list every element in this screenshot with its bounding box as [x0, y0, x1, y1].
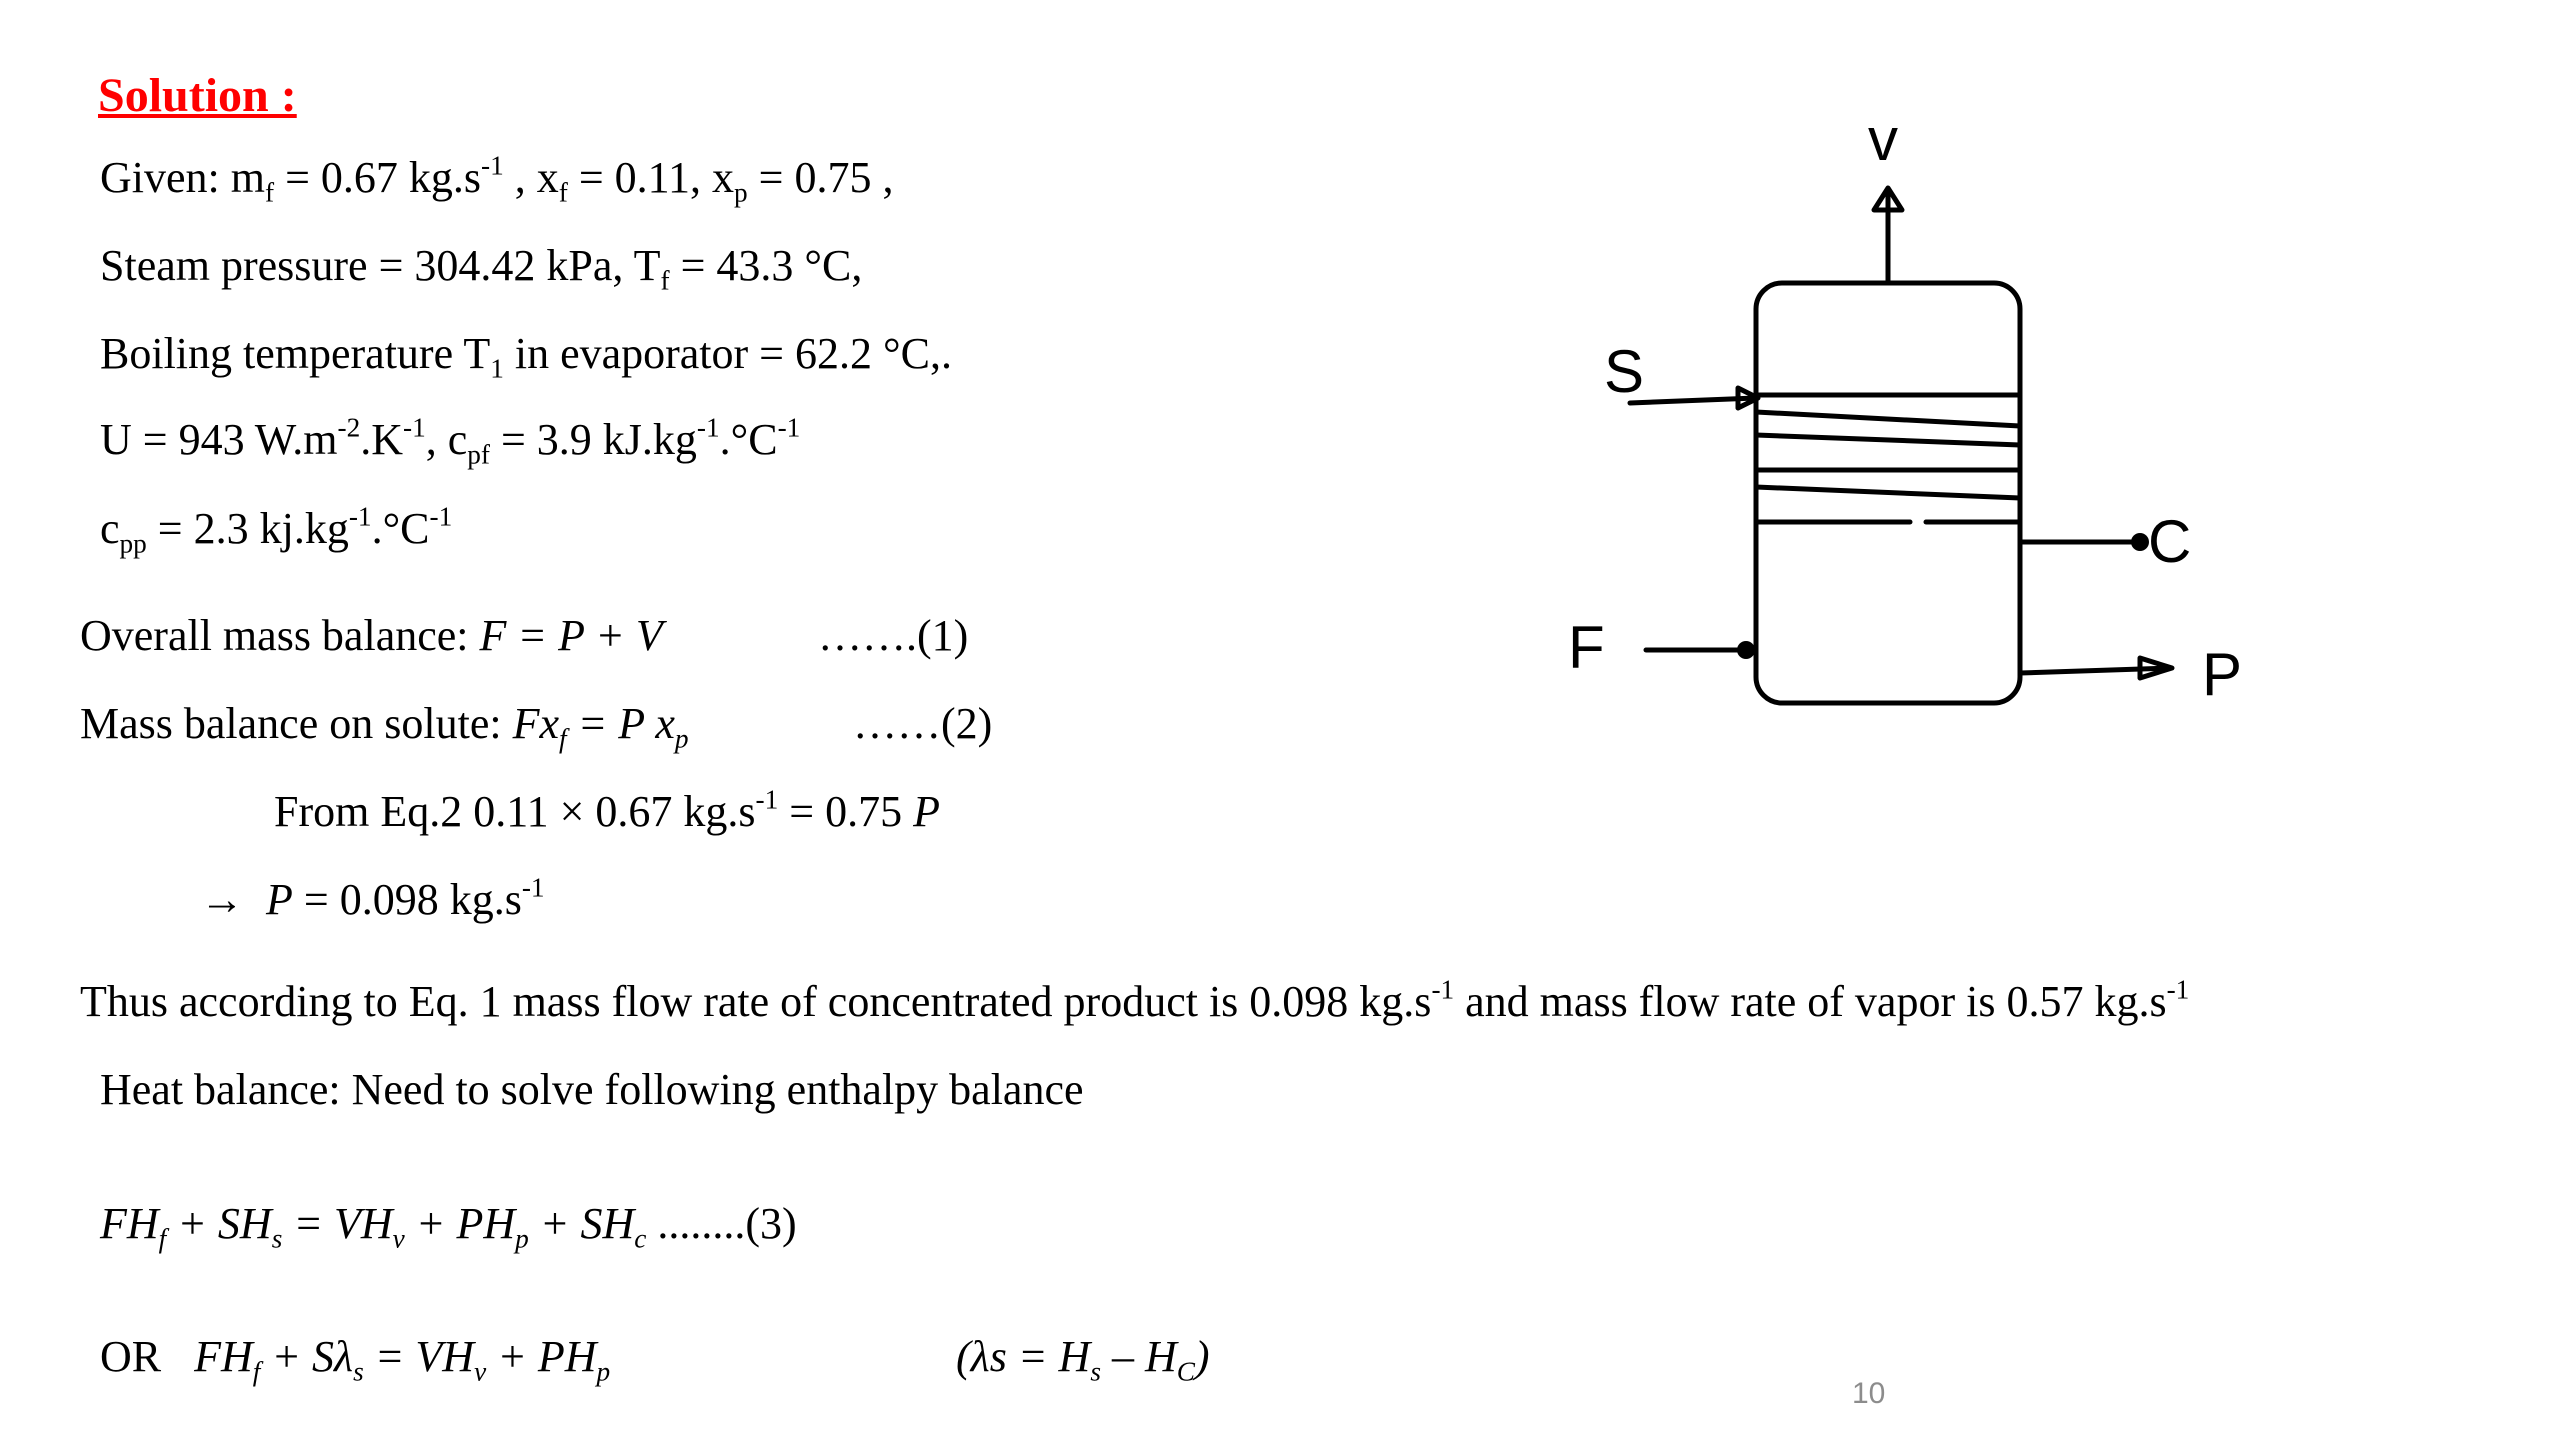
steam-pressure-line: Steam pressure = 304.42 kPa, $T_f = 43.3$ °C,	[100, 241, 863, 296]
boiling-temperature-line: Boiling temperature $T_1$ in evaporator = 62.2 °C,.	[100, 329, 952, 384]
alternate-enthalpy-equation: OR $FH_f + S\lambda_s = VH_v + PH_p$	[100, 1332, 611, 1387]
arrow-icon: →	[200, 875, 244, 924]
evaporator-diagram	[1540, 120, 2300, 740]
coil-line-5	[1756, 487, 2020, 498]
equation-ref-1: …….(1)	[818, 611, 969, 660]
enthalpy-balance-equation: $FH_f + SH_s = VH_v + PH_p + SH_c$ ........(3)	[100, 1199, 797, 1254]
coil-line-2	[1756, 412, 2020, 426]
label-v: v	[1868, 120, 1898, 173]
product-outlet-line	[2020, 668, 2170, 673]
feed-arrow-icon	[1737, 641, 1755, 659]
condensate-arrow-icon	[2131, 533, 2149, 551]
latent-heat-definition: $(\lambda s = H_s - H_C)$	[956, 1332, 1210, 1387]
from-eq2-line: From Eq.2 0.11 × 0.67 $kg.s^{-1} = 0.75$ P	[274, 784, 940, 836]
solute-mass-balance: Mass balance on solute: $Fx_f = P$ $x_p$	[80, 699, 689, 754]
label-c: C	[2148, 508, 2192, 575]
label-s: S	[1604, 338, 1645, 405]
given-line: Given: $m_f = 0.67$ $kg.s^{-1}$ , $x_f = 0.11$, $x_p = 0.75$ ,	[100, 150, 894, 208]
label-p: P	[2202, 641, 2243, 708]
cpp-line: $c_{pp} = 2.3$ $kj.kg^{-1}.^\circ C^{-1}$	[100, 501, 453, 559]
conclusion-line: Thus according to Eq. 1 mass flow rate of concentrated product is 0.098 $kg.s^{-1}$ and mass flow rate of vapor is 0.57 $kg.s^{-1}$	[80, 974, 2190, 1026]
solution-heading: Solution :	[98, 69, 297, 122]
equation-ref-2: ……(2)	[853, 699, 993, 748]
heat-transfer-coefficient-line: U = 943 $W.m^{-2}.K^{-1}$, $c_{pf} = 3.9$ $kJ.kg^{-1}.^\circ C^{-1}$	[100, 412, 801, 470]
heat-balance-line: Heat balance: Need to solve following enthalpy balance	[100, 1065, 1084, 1114]
coil-line-3	[1756, 435, 2020, 445]
label-f: F	[1568, 614, 1605, 681]
page-number: 10	[1852, 1377, 1886, 1410]
product-result-line: → P = 0.098 $kg.s^{-1}$	[200, 872, 545, 924]
overall-mass-balance: Overall mass balance: F = P + V	[80, 611, 663, 660]
